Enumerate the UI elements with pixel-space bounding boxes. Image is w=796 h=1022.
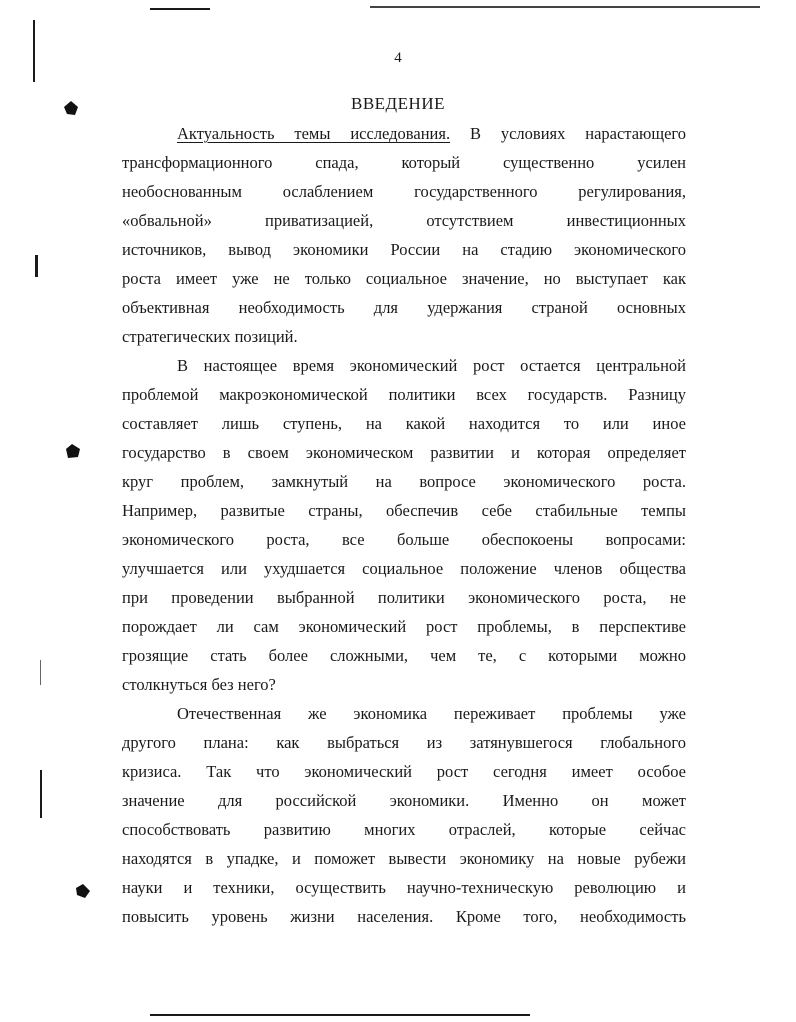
paragraph-1-line-1: Актуальность темы исследования. В условиях нарастающего (177, 124, 686, 143)
text-line: Отечественная же экономика переживает проблемы уже (177, 704, 686, 723)
scan-bottom-line (150, 1014, 530, 1016)
text-line: значение для российской экономики. Именно он может (122, 791, 686, 810)
scan-top-line (370, 6, 760, 8)
text-line: круг проблем, замкнутый на вопросе экономического роста. (122, 472, 686, 491)
text-line: «обвальной» приватизацией, отсутствием инвестиционных (122, 211, 686, 230)
text-line: государство в своем экономическом развитии и которая определяет (122, 443, 686, 462)
text-line: при проведении выбранной политики экономического роста, не (122, 588, 686, 607)
binder-hole-mark (76, 884, 90, 898)
text-line: науки и техники, осуществить научно-техническую революцию и (122, 878, 686, 897)
text-line: составляет лишь ступень, на какой находится то или иное (122, 414, 686, 433)
text-line: экономического роста, все больше обеспокоены вопросами: (122, 530, 686, 549)
text-line: порождает ли сам экономический рост проблемы, в перспективе (122, 617, 686, 636)
page-number: 4 (394, 50, 402, 66)
text-line: В настоящее время экономический рост остается центральной (177, 356, 686, 375)
text-line: способствовать развитию многих отраслей, которые сейчас (122, 820, 686, 839)
text-line: стратегических позиций. (122, 327, 298, 346)
scan-left-edge (40, 660, 41, 685)
scan-left-edge (35, 255, 38, 277)
text-line: повысить уровень жизни населения. Кроме того, необходимость (122, 907, 686, 926)
text-line: другого плана: как выбраться из затянувшегося глобального (122, 733, 686, 752)
scan-left-edge (40, 770, 42, 818)
body-text (122, 119, 686, 931)
text-line: необоснованным ослаблением государственного регулирования, (122, 182, 686, 201)
text-line: проблемой макроэкономической политики всех государств. Разницу (122, 385, 686, 404)
text-line: объективная необходимость для удержания страной основных (122, 298, 686, 317)
text-line: трансформационного спада, который существенно усилен (122, 153, 686, 172)
binder-hole-mark (66, 444, 80, 458)
section-heading: ВВЕДЕНИЕ (351, 94, 445, 113)
text-line: кризиса. Так что экономический рост сегодня имеет особое (122, 762, 686, 781)
text-line: источников, вывод экономики России на стадию экономического (122, 240, 686, 259)
text-line: роста имеет уже не только социальное значение, но выступает как (122, 269, 686, 288)
text-line: улучшается или ухудшается социальное положение членов общества (122, 559, 686, 578)
text-line: находятся в упадке, и поможет вывести экономику на новые рубежи (122, 849, 686, 868)
text-line: Например, развитые страны, обеспечив себе стабильные темпы (122, 501, 686, 520)
text-line: грозящие стать более сложными, чем те, с которыми можно (122, 646, 686, 665)
scan-top-line (150, 8, 210, 10)
topic-relevance-label: Актуальность темы исследования. (177, 124, 451, 143)
text-line: столкнуться без него? (122, 675, 276, 694)
